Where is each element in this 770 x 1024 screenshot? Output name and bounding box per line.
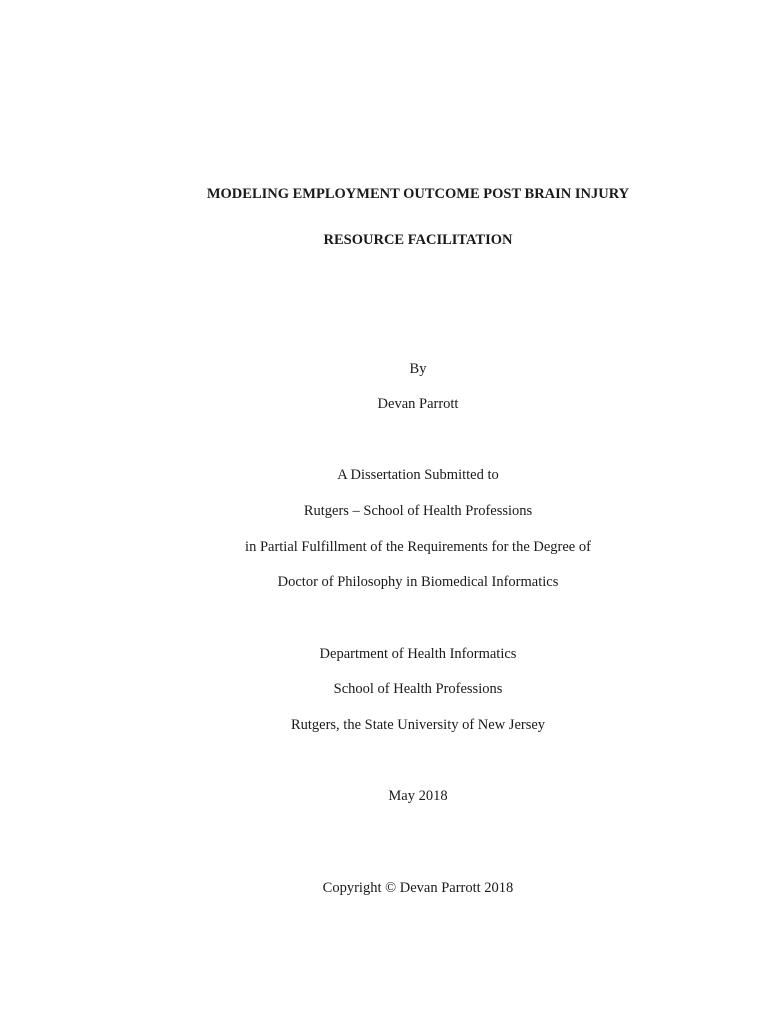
title-line-1: MODELING EMPLOYMENT OUTCOME POST BRAIN INJURY: [206, 186, 630, 202]
by-label: By: [409, 361, 427, 377]
submission-date: May 2018: [388, 788, 448, 804]
submission-line-2: Rutgers – School of Health Professions: [303, 503, 533, 519]
submission-line-3: in Partial Fulfillment of the Requirements for the Degree of: [245, 539, 591, 555]
department-line-3: Rutgers, the State University of New Jersey: [290, 717, 546, 733]
department-line-2: School of Health Professions: [333, 681, 503, 697]
copyright-notice: Copyright © Devan Parrott 2018: [322, 880, 514, 896]
title-line-2: RESOURCE FACILITATION: [323, 232, 513, 248]
department-line-1: Department of Health Informatics: [319, 646, 517, 662]
submission-line-1: A Dissertation Submitted to: [337, 467, 499, 483]
author-name: Devan Parrott: [377, 396, 459, 412]
submission-line-4: Doctor of Philosophy in Biomedical Informatics: [277, 574, 559, 590]
